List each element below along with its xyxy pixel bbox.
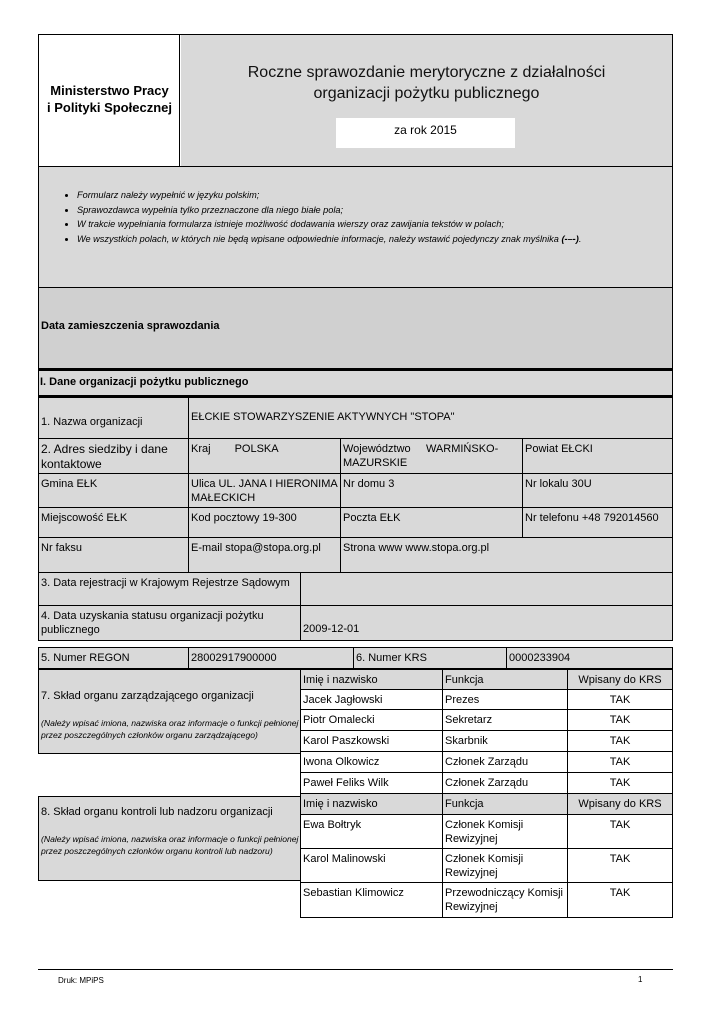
table-row-name[interactable]: Jacek Jagłowski	[300, 689, 443, 710]
address-label: 2. Adres siedziby i dane kontaktowe	[38, 438, 189, 474]
table-row-name[interactable]: Ewa Bołtryk	[300, 814, 443, 849]
table-row-function[interactable]: Członek Zarządu	[442, 772, 568, 794]
house-number-field[interactable]: Nr domu 3	[340, 473, 523, 508]
opp-status-value[interactable]: 2009-12-01	[300, 605, 673, 641]
instruction-item: • Sprawozdawca wypełnia tylko przeznaczone dla niego białe pola;	[77, 203, 677, 218]
krs-registration-label: 3. Data rejestracji w Krajowym Rejestrze Sądowym	[38, 572, 301, 606]
ministry-block	[39, 35, 180, 166]
table-row-krs[interactable]: TAK	[567, 882, 673, 918]
instructions-list	[39, 188, 677, 246]
section1-header	[38, 369, 673, 397]
form-title-line1: Roczne sprawozdanie merytoryczne z działalności	[247, 64, 606, 81]
control-label-box	[38, 796, 301, 881]
city-field[interactable]: Miejscowość EŁK	[38, 507, 189, 538]
regon-label: 5. Numer REGON	[38, 647, 189, 669]
table-row-name[interactable]: Iwona Olkowicz	[300, 751, 443, 773]
board-col-name: Imię i nazwisko	[300, 669, 443, 690]
table-row-function[interactable]: Członek Komisji Rewizyjnej	[442, 848, 568, 883]
control-label: 8. Skład organu kontroli lub nadzoru organizacji	[41, 806, 273, 818]
title-block	[181, 35, 672, 166]
ministry-name-line1: Ministerstwo Pracy	[50, 83, 169, 98]
date-section	[38, 288, 673, 369]
table-row-krs[interactable]: TAK	[567, 848, 673, 883]
krs-number-label: 6. Numer KRS	[353, 647, 507, 669]
table-row-name[interactable]: Karol Malinowski	[300, 848, 443, 883]
table-row-function[interactable]: Przewodniczący Komisji Rewizyjnej	[442, 882, 568, 918]
table-row-krs[interactable]: TAK	[567, 772, 673, 794]
email-field[interactable]: E-mail stopa@stopa.org.pl	[188, 537, 341, 573]
year-label: za rok 2015	[394, 123, 457, 137]
footer-rule	[38, 969, 673, 970]
table-row-function[interactable]: Prezes	[442, 689, 568, 710]
instruction-item: • Formularz należy wypełnić w języku polskim;	[77, 188, 677, 203]
table-row-name[interactable]: Piotr Omalecki	[300, 709, 443, 731]
apartment-number-field[interactable]: Nr lokalu 30U	[522, 473, 673, 508]
opp-status-label: 4. Data uzyskania statusu organizacji pożytku publicznego	[38, 605, 301, 641]
krs-number-value[interactable]: 0000233904	[506, 647, 673, 669]
table-row-name[interactable]: Karol Paszkowski	[300, 730, 443, 752]
board-col-krs: Wpisany do KRS	[567, 669, 673, 690]
page-number: 1	[638, 975, 643, 984]
board-col-function: Funkcja	[442, 669, 568, 690]
table-row-krs[interactable]: TAK	[567, 730, 673, 752]
table-row-function[interactable]: Członek Zarządu	[442, 751, 568, 773]
instructions-box	[38, 167, 673, 288]
section1-title: I. Dane organizacji pożytku publicznego	[40, 376, 249, 388]
table-row-name[interactable]: Sebastian Klimowicz	[300, 882, 443, 918]
county-field[interactable]: Powiat EŁCKI	[522, 438, 673, 474]
fax-field[interactable]: Nr faksu	[38, 537, 189, 573]
table-row-name[interactable]: Paweł Feliks Wilk	[300, 772, 443, 794]
table-row-krs[interactable]: TAK	[567, 751, 673, 773]
control-col-function: Funkcja	[442, 793, 568, 815]
instruction-item: • W trakcie wypełniania formularza istnieje możliwość dodawania wierszy oraz zawijania tekstów w polach;	[77, 217, 677, 232]
table-row-function[interactable]: Sekretarz	[442, 709, 568, 731]
control-col-krs: Wpisany do KRS	[567, 793, 673, 815]
table-row-krs[interactable]: TAK	[567, 709, 673, 731]
regon-value[interactable]: 28002917900000	[188, 647, 354, 669]
street-field[interactable]: Ulica UL. JANA I HIERONIMA MAŁECKICH	[188, 473, 341, 508]
postal-code-field[interactable]: Kod pocztowy 19-300	[188, 507, 341, 538]
post-office-field[interactable]: Poczta EŁK	[340, 507, 523, 538]
dash-symbol: (-–-)	[561, 233, 579, 244]
country-field[interactable]: Kraj POLSKA	[188, 438, 341, 474]
phone-field[interactable]: Nr telefonu +48 792014560	[522, 507, 673, 538]
municipality-field[interactable]: Gmina EŁK	[38, 473, 189, 508]
voivodeship-value: WARMIŃSKO-MAZURSKIE	[343, 443, 499, 469]
org-name-label: 1. Nazwa organizacji	[38, 397, 189, 439]
year-box[interactable]	[336, 118, 515, 148]
control-note: (Należy wpisać imiona, nazwiska oraz informacje o funkcji pełnionej przez poszczególnych członków organu kontroli lub nadzoru)	[41, 834, 299, 856]
website-field[interactable]: Strona www www.stopa.org.pl	[340, 537, 673, 573]
table-row-krs[interactable]: TAK	[567, 814, 673, 849]
date-section-label: Data zamieszczenia sprawozdania	[41, 320, 220, 332]
board-note: (Należy wpisać imiona, nazwiska oraz informacje o funkcji pełnionej przez poszczególnych członków organu zarządzającego)	[41, 718, 299, 740]
ministry-name-line2: i Polityki Społecznej	[47, 100, 172, 115]
voivodeship-field[interactable]: Województwo WARMIŃSKO-MAZURSKIE	[340, 438, 523, 474]
org-name-value[interactable]: EŁCKIE STOWARZYSZENIE AKTYWNYCH "STOPA"	[188, 397, 673, 439]
form-title-line2: organizacji pożytku publicznego	[313, 85, 540, 102]
board-label-box	[38, 669, 301, 754]
table-row-function[interactable]: Skarbnik	[442, 730, 568, 752]
table-row-krs[interactable]: TAK	[567, 689, 673, 710]
instruction-item: • We wszystkich polach, w których nie będą wpisane odpowiednie informacje, należy wstawić pojedynczy znak myślnika (-–-).	[77, 232, 677, 247]
board-label: 7. Skład organu zarządzającego organizacji	[41, 690, 254, 702]
krs-registration-value[interactable]	[300, 572, 673, 606]
print-label: Druk: MPiPS	[58, 976, 104, 985]
table-row-function[interactable]: Członek Komisji Rewizyjnej	[442, 814, 568, 849]
country-value: POLSKA	[234, 443, 279, 455]
control-col-name: Imię i nazwisko	[300, 793, 443, 815]
